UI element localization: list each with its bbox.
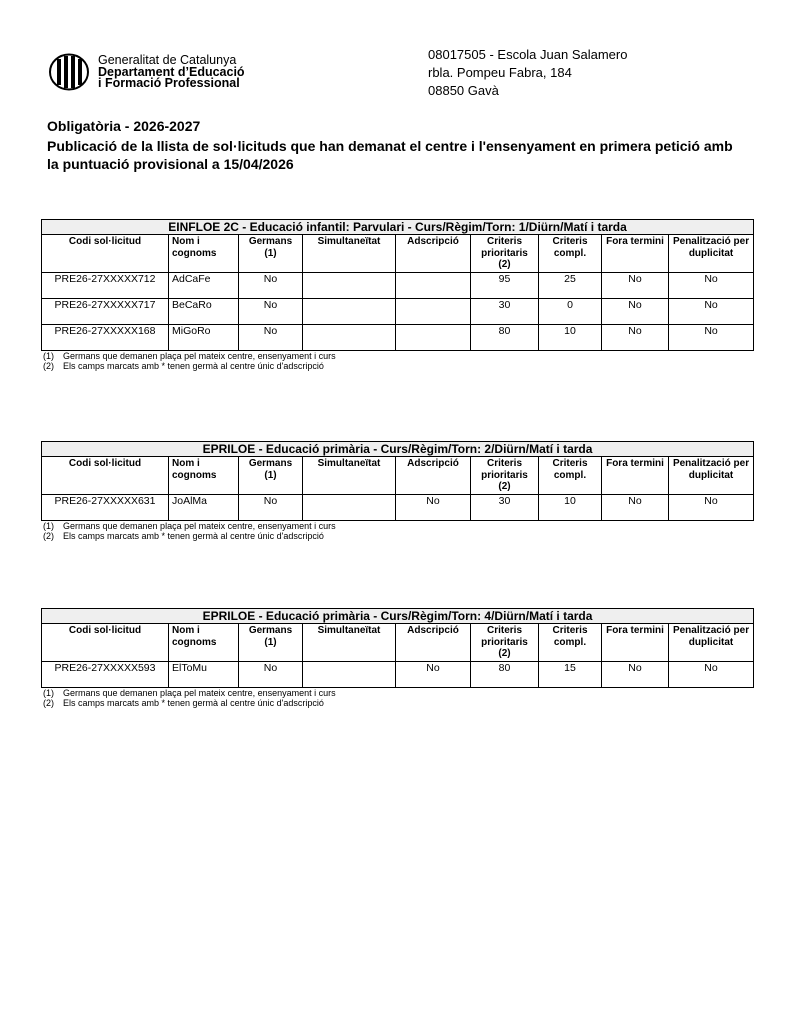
col-header: Fora termini bbox=[602, 235, 669, 273]
cell-compl: 25 bbox=[539, 273, 602, 299]
school-address bbox=[428, 46, 627, 100]
cell-penal: No bbox=[669, 325, 754, 351]
footnote: (2) Els camps marcats amb * tenen germà al centre únic d'adscripció bbox=[43, 531, 324, 541]
cell-adscripcio bbox=[396, 299, 471, 325]
org-name bbox=[98, 55, 245, 90]
cell-code: PRE26-27XXXXX631 bbox=[42, 495, 169, 521]
col-header: Germans (1) bbox=[239, 235, 303, 273]
col-header: Criteris compl. bbox=[539, 624, 602, 662]
cell-germans: No bbox=[239, 495, 303, 521]
footnote: (1) Germans que demanen plaça pel mateix centre, ensenyament i curs bbox=[43, 521, 336, 531]
cell-compl: 10 bbox=[539, 495, 602, 521]
cell-prioritaris: 80 bbox=[471, 325, 539, 351]
section-einfloe-2c bbox=[41, 219, 753, 371]
col-header: Germans (1) bbox=[239, 457, 303, 495]
col-header: Nom i cognoms bbox=[169, 457, 239, 495]
footnotes bbox=[41, 521, 753, 541]
col-header: Adscripció bbox=[396, 624, 471, 662]
table-row bbox=[42, 273, 754, 299]
cell-simultaneitat bbox=[303, 495, 396, 521]
cell-germans: No bbox=[239, 662, 303, 688]
cell-penal: No bbox=[669, 662, 754, 688]
cell-adscripcio: No bbox=[396, 495, 471, 521]
cell-name: BeCaRo bbox=[169, 299, 239, 325]
results-table bbox=[41, 441, 754, 521]
school-line: rbla. Pompeu Fabra, 184 bbox=[428, 65, 572, 80]
col-header: Criteris compl. bbox=[539, 457, 602, 495]
cell-name: JoAlMa bbox=[169, 495, 239, 521]
org-line: i Formació Professional bbox=[98, 76, 240, 90]
table-row bbox=[42, 662, 754, 688]
cell-fora: No bbox=[602, 299, 669, 325]
cell-prioritaris: 30 bbox=[471, 495, 539, 521]
table-caption: EPRILOE - Educació primària - Curs/Règim/Torn: 2/Diürn/Matí i tarda bbox=[42, 442, 754, 457]
cell-germans: No bbox=[239, 325, 303, 351]
cell-penal: No bbox=[669, 495, 754, 521]
col-header: Germans (1) bbox=[239, 624, 303, 662]
col-header: Codi sol·licitud bbox=[42, 624, 169, 662]
col-header: Codi sol·licitud bbox=[42, 457, 169, 495]
cell-code: PRE26-27XXXXX593 bbox=[42, 662, 169, 688]
table-row bbox=[42, 299, 754, 325]
col-header: Criteris prioritaris (2) bbox=[471, 457, 539, 495]
cell-compl: 15 bbox=[539, 662, 602, 688]
section-epriloe-4 bbox=[41, 608, 753, 708]
cell-prioritaris: 80 bbox=[471, 662, 539, 688]
col-header: Simultaneïtat bbox=[303, 457, 396, 495]
cell-simultaneitat bbox=[303, 662, 396, 688]
cell-fora: No bbox=[602, 495, 669, 521]
school-line: 08017505 - Escola Juan Salamero bbox=[428, 47, 628, 62]
col-header: Fora termini bbox=[602, 457, 669, 495]
results-table bbox=[41, 219, 754, 351]
cell-code: PRE26-27XXXXX717 bbox=[42, 299, 169, 325]
school-line: 08850 Gavà bbox=[428, 83, 499, 98]
footnote: (2) Els camps marcats amb * tenen germà al centre únic d'adscripció bbox=[43, 361, 324, 371]
cell-code: PRE26-27XXXXX712 bbox=[42, 273, 169, 299]
cell-fora: No bbox=[602, 273, 669, 299]
cell-adscripcio: No bbox=[396, 662, 471, 688]
cell-name: ElToMu bbox=[169, 662, 239, 688]
col-header: Criteris prioritaris (2) bbox=[471, 235, 539, 273]
cell-penal: No bbox=[669, 299, 754, 325]
cell-fora: No bbox=[602, 662, 669, 688]
col-header: Nom i cognoms bbox=[169, 624, 239, 662]
results-table bbox=[41, 608, 754, 688]
col-header: Criteris prioritaris (2) bbox=[471, 624, 539, 662]
cell-simultaneitat bbox=[303, 325, 396, 351]
cell-germans: No bbox=[239, 299, 303, 325]
col-header: Adscripció bbox=[396, 235, 471, 273]
footnote: (2) Els camps marcats amb * tenen germà al centre únic d'adscripció bbox=[43, 698, 324, 708]
cell-penal: No bbox=[669, 273, 754, 299]
cell-code: PRE26-27XXXXX168 bbox=[42, 325, 169, 351]
footnotes bbox=[41, 351, 753, 371]
org-line: Generalitat de Catalunya bbox=[98, 53, 237, 67]
footnote: (1) Germans que demanen plaça pel mateix centre, ensenyament i curs bbox=[43, 351, 336, 361]
col-header: Nom i cognoms bbox=[169, 235, 239, 273]
col-header: Simultaneïtat bbox=[303, 624, 396, 662]
cell-fora: No bbox=[602, 325, 669, 351]
org-line: Departament d’Educació bbox=[98, 64, 245, 79]
col-header: Penalització per duplicitat bbox=[669, 235, 754, 273]
cell-name: AdCaFe bbox=[169, 273, 239, 299]
col-header: Codi sol·licitud bbox=[42, 235, 169, 273]
document-title bbox=[47, 117, 747, 173]
cell-compl: 0 bbox=[539, 299, 602, 325]
table-row bbox=[42, 495, 754, 521]
col-header: Fora termini bbox=[602, 624, 669, 662]
col-header: Penalització per duplicitat bbox=[669, 457, 754, 495]
cell-compl: 10 bbox=[539, 325, 602, 351]
cell-adscripcio bbox=[396, 273, 471, 299]
table-caption: EPRILOE - Educació primària - Curs/Règim/Torn: 4/Diürn/Matí i tarda bbox=[42, 609, 754, 624]
col-header: Adscripció bbox=[396, 457, 471, 495]
catalonia-emblem-icon bbox=[48, 53, 90, 91]
footnote: (1) Germans que demanen plaça pel mateix centre, ensenyament i curs bbox=[43, 688, 336, 698]
cell-adscripcio bbox=[396, 325, 471, 351]
col-header: Simultaneïtat bbox=[303, 235, 396, 273]
col-header: Criteris compl. bbox=[539, 235, 602, 273]
generalitat-logo bbox=[48, 53, 298, 93]
title-line-2: Publicació de la llista de sol·licituds que han demanat el centre i l'ensenyament en primera petició amb la puntuació provisional a 15/04/2026 bbox=[47, 138, 733, 172]
footnotes bbox=[41, 688, 753, 708]
cell-prioritaris: 95 bbox=[471, 273, 539, 299]
col-header: Penalització per duplicitat bbox=[669, 624, 754, 662]
table-caption: EINFLOE 2C - Educació infantil: Parvulari - Curs/Règim/Torn: 1/Diürn/Matí i tarda bbox=[42, 220, 754, 235]
cell-germans: No bbox=[239, 273, 303, 299]
cell-simultaneitat bbox=[303, 273, 396, 299]
table-row bbox=[42, 325, 754, 351]
section-epriloe-2 bbox=[41, 441, 753, 541]
cell-simultaneitat bbox=[303, 299, 396, 325]
cell-name: MiGoRo bbox=[169, 325, 239, 351]
cell-prioritaris: 30 bbox=[471, 299, 539, 325]
title-line-1: Obligatòria - 2026-2027 bbox=[47, 118, 201, 134]
